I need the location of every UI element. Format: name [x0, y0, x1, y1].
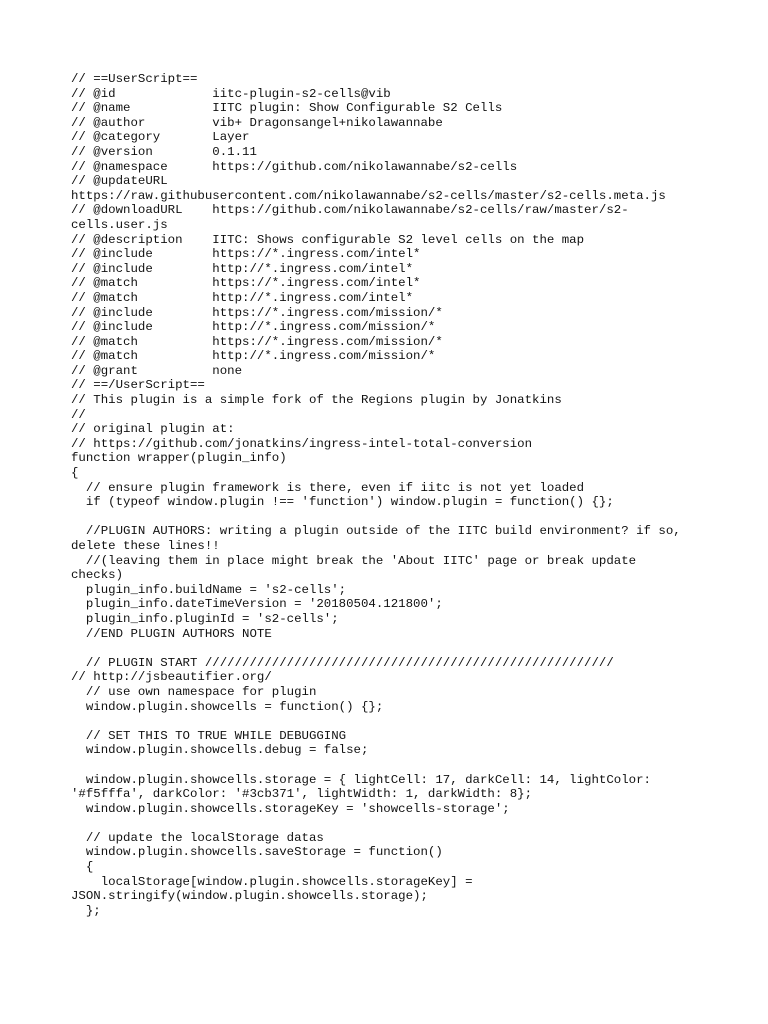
code-line: // @match https://*.ingress.com/mission/*	[71, 334, 443, 349]
code-line: // PLUGIN START ///////////////////////////////////////////////////////	[71, 655, 614, 670]
code-line: window.plugin.showcells = function() {};	[71, 699, 384, 714]
code-line: window.plugin.showcells.storageKey = 'showcells-storage';	[71, 801, 510, 816]
code-line: checks)	[71, 568, 124, 583]
code-line: localStorage[window.plugin.showcells.storageKey] =	[71, 874, 473, 889]
code-line: window.plugin.showcells.storage = { lightCell: 17, darkCell: 14, lightColor:	[71, 772, 651, 787]
document-page	[71, 72, 711, 918]
code-line: // @include http://*.ingress.com/intel*	[71, 261, 414, 276]
code-line	[71, 641, 711, 656]
code-line	[71, 816, 711, 831]
code-line: // @include https://*.ingress.com/mission/*	[71, 305, 443, 320]
code-line: // @grant none	[71, 363, 243, 378]
code-line: // @include http://*.ingress.com/mission/*	[71, 320, 436, 335]
code-line: // @downloadURL https://github.com/nikolawannabe/s2-cells/raw/master/s2-	[71, 203, 629, 218]
code-line: // @updateURL	[71, 174, 168, 189]
code-line: // ensure plugin framework is there, even if iitc is not yet loaded	[71, 480, 585, 495]
code-line: // @author vib+ Dragonsangel+nikolawannabe	[71, 115, 443, 130]
code-line: // @name IITC plugin: Show Configurable S2 Cells	[71, 101, 503, 116]
code-line: plugin_info.pluginId = 's2-cells';	[71, 611, 339, 626]
code-line: // update the localStorage datas	[71, 830, 324, 845]
code-line: //PLUGIN AUTHORS: writing a plugin outside of the IITC build environment? if so,	[71, 524, 681, 539]
code-line: '#f5fffa', darkColor: '#3cb371', lightWidth: 1, darkWidth: 8};	[71, 787, 533, 802]
code-line: // original plugin at:	[71, 422, 235, 437]
code-line: // This plugin is a simple fork of the Regions plugin by Jonatkins	[71, 393, 562, 408]
code-line: //(leaving them in place might break the 'About IITC' page or break update	[71, 553, 637, 568]
code-line: delete these lines!!	[71, 539, 220, 553]
code-line	[71, 714, 711, 729]
code-line: // @description IITC: Shows configurable S2 level cells on the map	[71, 232, 585, 247]
code-line: // ==UserScript==	[71, 72, 198, 86]
code-line: plugin_info.buildName = 's2-cells';	[71, 582, 347, 597]
code-line	[71, 510, 711, 525]
code-line: // @category Layer	[71, 130, 250, 145]
code-line	[71, 758, 711, 773]
code-line: // @version 0.1.11	[71, 144, 257, 159]
code-line: // https://github.com/jonatkins/ingress-intel-total-conversion	[71, 436, 533, 451]
code-line: window.plugin.showcells.debug = false;	[71, 743, 369, 758]
code-line: plugin_info.dateTimeVersion = '20180504.121800';	[71, 597, 443, 612]
code-line: // @match http://*.ingress.com/intel*	[71, 290, 414, 305]
code-line: cells.user.js	[71, 217, 168, 232]
code-line: // @match https://*.ingress.com/intel*	[71, 276, 421, 291]
code-line: https://raw.githubusercontent.com/nikolawannabe/s2-cells/master/s2-cells.meta.js	[71, 188, 666, 203]
code-line: // SET THIS TO TRUE WHILE DEBUGGING	[71, 728, 347, 743]
code-block	[71, 72, 711, 918]
code-line: // @include https://*.ingress.com/intel*	[71, 247, 421, 262]
code-line: // @match http://*.ingress.com/mission/*	[71, 349, 436, 364]
code-line: window.plugin.showcells.saveStorage = function()	[71, 845, 443, 860]
code-line: // use own namespace for plugin	[71, 684, 317, 699]
code-line: // ==/UserScript==	[71, 378, 205, 393]
code-line: if (typeof window.plugin !== 'function') window.plugin = function() {};	[71, 495, 614, 510]
code-line: };	[71, 903, 101, 918]
code-line: //	[71, 407, 86, 422]
code-line: JSON.stringify(window.plugin.showcells.storage);	[71, 889, 428, 904]
code-line: // @id iitc-plugin-s2-cells@vib	[71, 86, 391, 101]
code-line: // http://jsbeautifier.org/	[71, 670, 272, 685]
code-line: //END PLUGIN AUTHORS NOTE	[71, 626, 272, 641]
code-line: // @namespace https://github.com/nikolawannabe/s2-cells	[71, 159, 518, 174]
code-line: {	[71, 466, 79, 481]
code-line: {	[71, 860, 94, 875]
code-line: function wrapper(plugin_info)	[71, 451, 287, 466]
